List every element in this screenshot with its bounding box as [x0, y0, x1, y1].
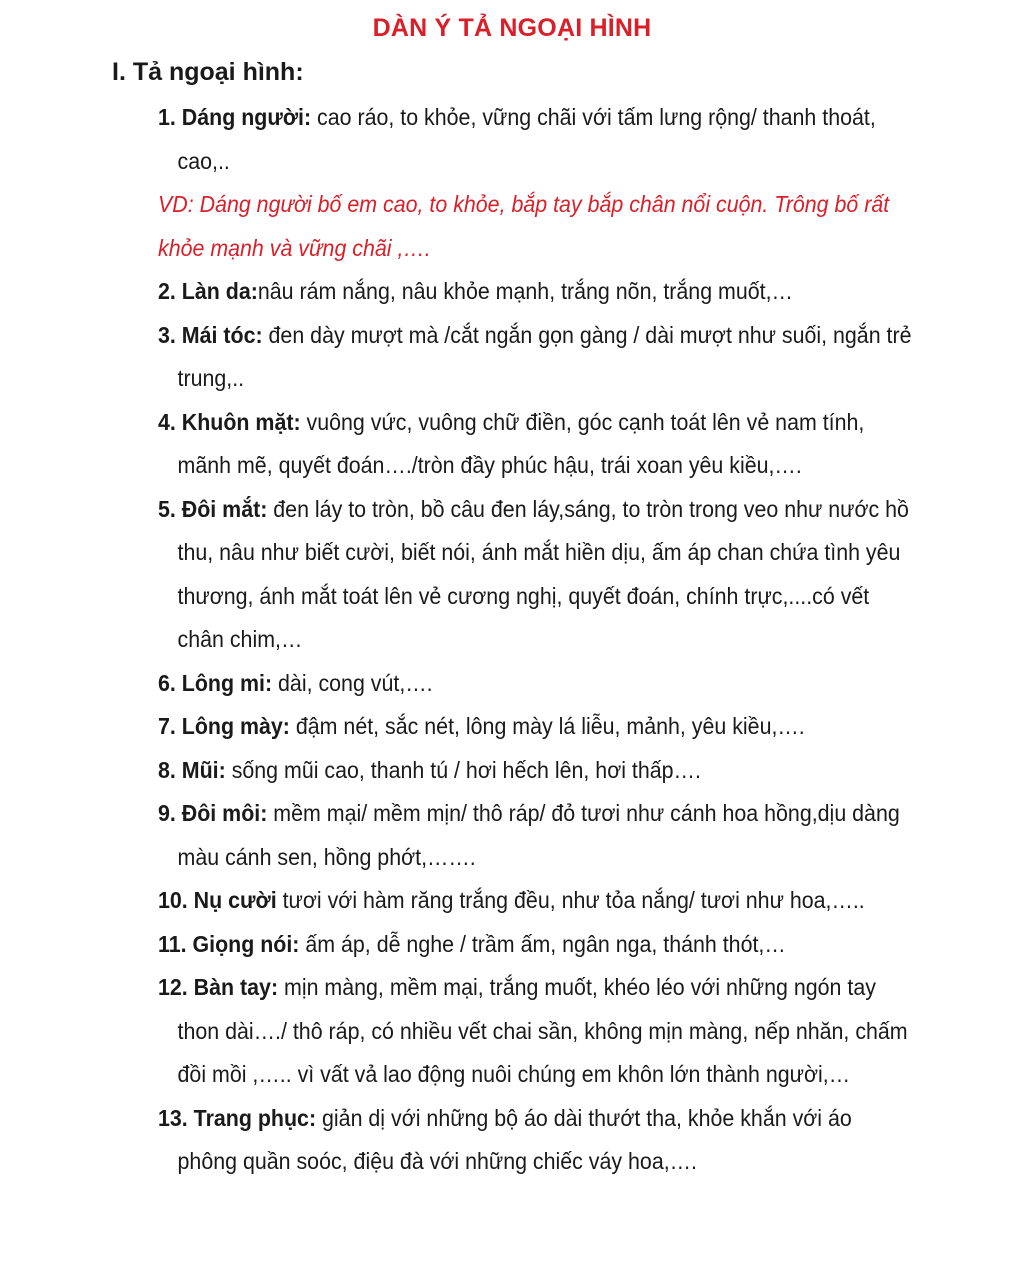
list-item [158, 792, 913, 879]
item-label: 6. Lông mi: [158, 669, 273, 696]
item-label: 11. Giọng nói: [158, 930, 300, 957]
item-label: 4. Khuôn mặt: [158, 408, 301, 435]
example-text: VD: Dáng người bố em cao, to khỏe, bắp tay bắp chân nổi cuộn. Trông bố rất khỏe mạnh và vững chãi ,…. [158, 191, 890, 261]
item-text: đen láy to tròn, bồ câu đen láy,sáng, to tròn trong veo như nước hồ thu, nâu như biết cười, biết nói, ánh mắt hiền dịu, ấm áp chan chứa tình yêu thương, ánh mắt toát lên vẻ cương nghị, quyết đoán, chính trực,....có vết chân chim,… [177, 495, 909, 652]
outline-list [158, 96, 913, 1184]
item-label: 9. Đôi môi: [158, 800, 268, 826]
item-text: ấm áp, dễ nghe / trầm ấm, ngân nga, thánh thót,… [299, 930, 786, 957]
item-text: tươi với hàm răng trắng đều, như tỏa nắng/ tươi như hoa,….. [276, 887, 865, 913]
list-item [158, 662, 913, 706]
item-label: 8. Mũi: [158, 756, 226, 783]
list-item [158, 1097, 913, 1184]
list-item [158, 401, 913, 488]
item-label: 2. Làn da: [158, 278, 258, 304]
list-item [158, 879, 913, 923]
item-text: mềm mại/ mềm mịn/ thô ráp/ đỏ tươi như cánh hoa hồng,dịu dàng màu cánh sen, hồng phớt,……. [177, 800, 900, 870]
item-label: 3. Mái tóc: [158, 321, 263, 348]
item-text: đậm nét, sắc nét, lông mày lá liễu, mảnh, yêu kiều,…. [289, 713, 805, 739]
item-text: sống mũi cao, thanh tú / hơi hếch lên, hơi thấp…. [225, 756, 701, 783]
list-item [158, 749, 913, 793]
list-item [158, 923, 913, 967]
list-item [158, 314, 913, 401]
section-heading: I. Tả ngoại hình: [112, 58, 304, 86]
item-label: 13. Trang phục: [158, 1104, 317, 1131]
item-text: dài, cong vút,…. [272, 669, 433, 696]
item-text: vuông vức, vuông chữ điền, góc cạnh toát lên vẻ nam tính, mãnh mẽ, quyết đoán…./tròn đầy phúc hậu, trái xoan yêu kiều,…. [177, 408, 865, 478]
item-label: 7. Lông mày: [158, 713, 290, 739]
list-item [158, 270, 913, 314]
item-label: 1. Dáng người: [158, 104, 312, 130]
page-title: DÀN Ý TẢ NGOẠI HÌNH [372, 14, 652, 42]
item-label: 5. Đôi mắt: [158, 495, 268, 522]
list-item [158, 705, 913, 749]
item-text: cao ráo, to khỏe, vững chãi với tấm lưng rộng/ thanh thoát, cao,.. [177, 104, 876, 174]
list-item [158, 96, 913, 183]
list-item [158, 966, 913, 1097]
item-text: đen dày mượt mà /cắt ngắn gọn gàng / dài mượt như suối, ngắn trẻ trung,.. [177, 321, 912, 391]
list-item [158, 488, 913, 662]
item-text: nâu rám nắng, nâu khỏe mạnh, trắng nõn, trắng muốt,… [257, 278, 793, 304]
item-text: giản dị với những bộ áo dài thướt tha, khỏe khắn với áo phông quần soóc, điệu đà với những chiếc váy hoa,…. [177, 1104, 852, 1174]
item-label: 12. Bàn tay: [158, 974, 279, 1000]
item-text: mịn màng, mềm mại, trắng muốt, khéo léo với những ngón tay thon dài…./ thô ráp, có nhiều vết chai sần, không mịn màng, nếp nhăn, chấm đồi mồi ,….. vì vất vả lao động nuôi chúng em khôn lớn thành người,… [177, 974, 908, 1087]
item-label: 10. Nụ cười [158, 887, 277, 913]
